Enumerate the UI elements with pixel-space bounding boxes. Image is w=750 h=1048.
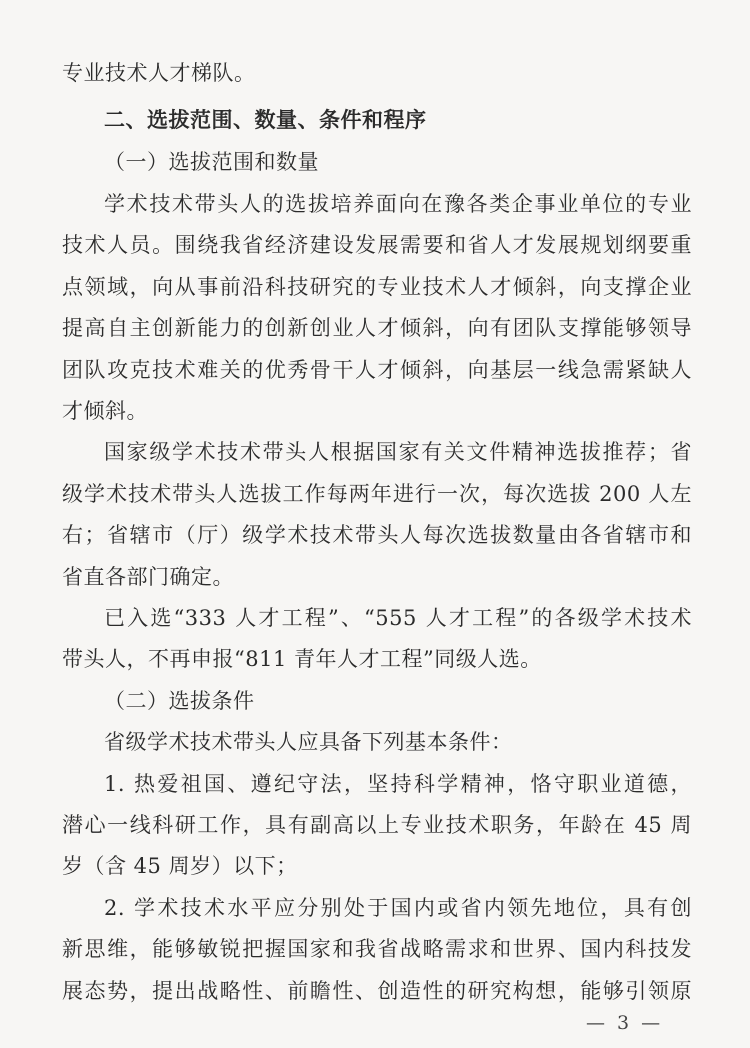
text-line: 展态势，提出战略性、前瞻性、创造性的研究构想，能够引领原: [62, 979, 692, 1003]
page-number: — 3 —: [586, 1012, 664, 1034]
text-line: 学术技术带头人的选拔培养面向在豫各类企事业单位的专业: [104, 192, 692, 216]
text-line: 点领域，向从事前沿科技研究的专业技术人才倾斜，向支撑企业: [62, 275, 692, 299]
text-line: 团队攻克技术难关的优秀骨干人才倾斜，向基层一线急需紧缺人: [62, 358, 692, 382]
text-line: 带头人，不再申报“811 青年人才工程”同级人选。: [62, 647, 542, 671]
text-line: 右；省辖市（厅）级学术技术带头人每次选拔数量由各省辖市和: [62, 523, 692, 547]
subsection-heading: （二）选拔条件: [104, 689, 255, 713]
text-line: 已入选“333 人才工程”、“555 人才工程”的各级学术技术: [104, 606, 692, 630]
text-line: 2. 学术技术水平应分别处于国内或省内领先地位，具有创: [104, 896, 692, 920]
text-line: 国家级学术技术带头人根据国家有关文件精神选拔推荐；省: [104, 440, 692, 464]
text-line: 岁（含 45 周岁）以下；: [62, 854, 298, 878]
text-line: 专业技术人才梯队。: [62, 61, 256, 85]
text-line: 级学术技术带头人选拔工作每两年进行一次，每次选拔 200 人左: [62, 482, 692, 506]
text-line: 提高自主创新能力的创新创业人才倾斜，向有团队支撑能够领导: [62, 316, 692, 340]
section-heading: 二、选拔范围、数量、条件和程序: [104, 108, 427, 132]
text-line: 潜心一线科研工作，具有副高以上专业技术职务，年龄在 45 周: [62, 813, 692, 837]
text-line: 省级学术技术带头人应具备下列基本条件：: [104, 730, 513, 754]
subsection-heading: （一）选拔范围和数量: [104, 150, 319, 174]
text-line: 省直各部门确定。: [62, 565, 234, 589]
text-line: 1. 热爱祖国、遵纪守法，坚持科学精神，恪守职业道德，: [104, 772, 692, 796]
text-line: 技术人员。围绕我省经济建设发展需要和省人才发展规划纲要重: [62, 233, 692, 257]
text-line: 才倾斜。: [62, 399, 148, 423]
text-line: 新思维，能够敏锐把握国家和我省战略需求和世界、国内科技发: [62, 937, 692, 961]
